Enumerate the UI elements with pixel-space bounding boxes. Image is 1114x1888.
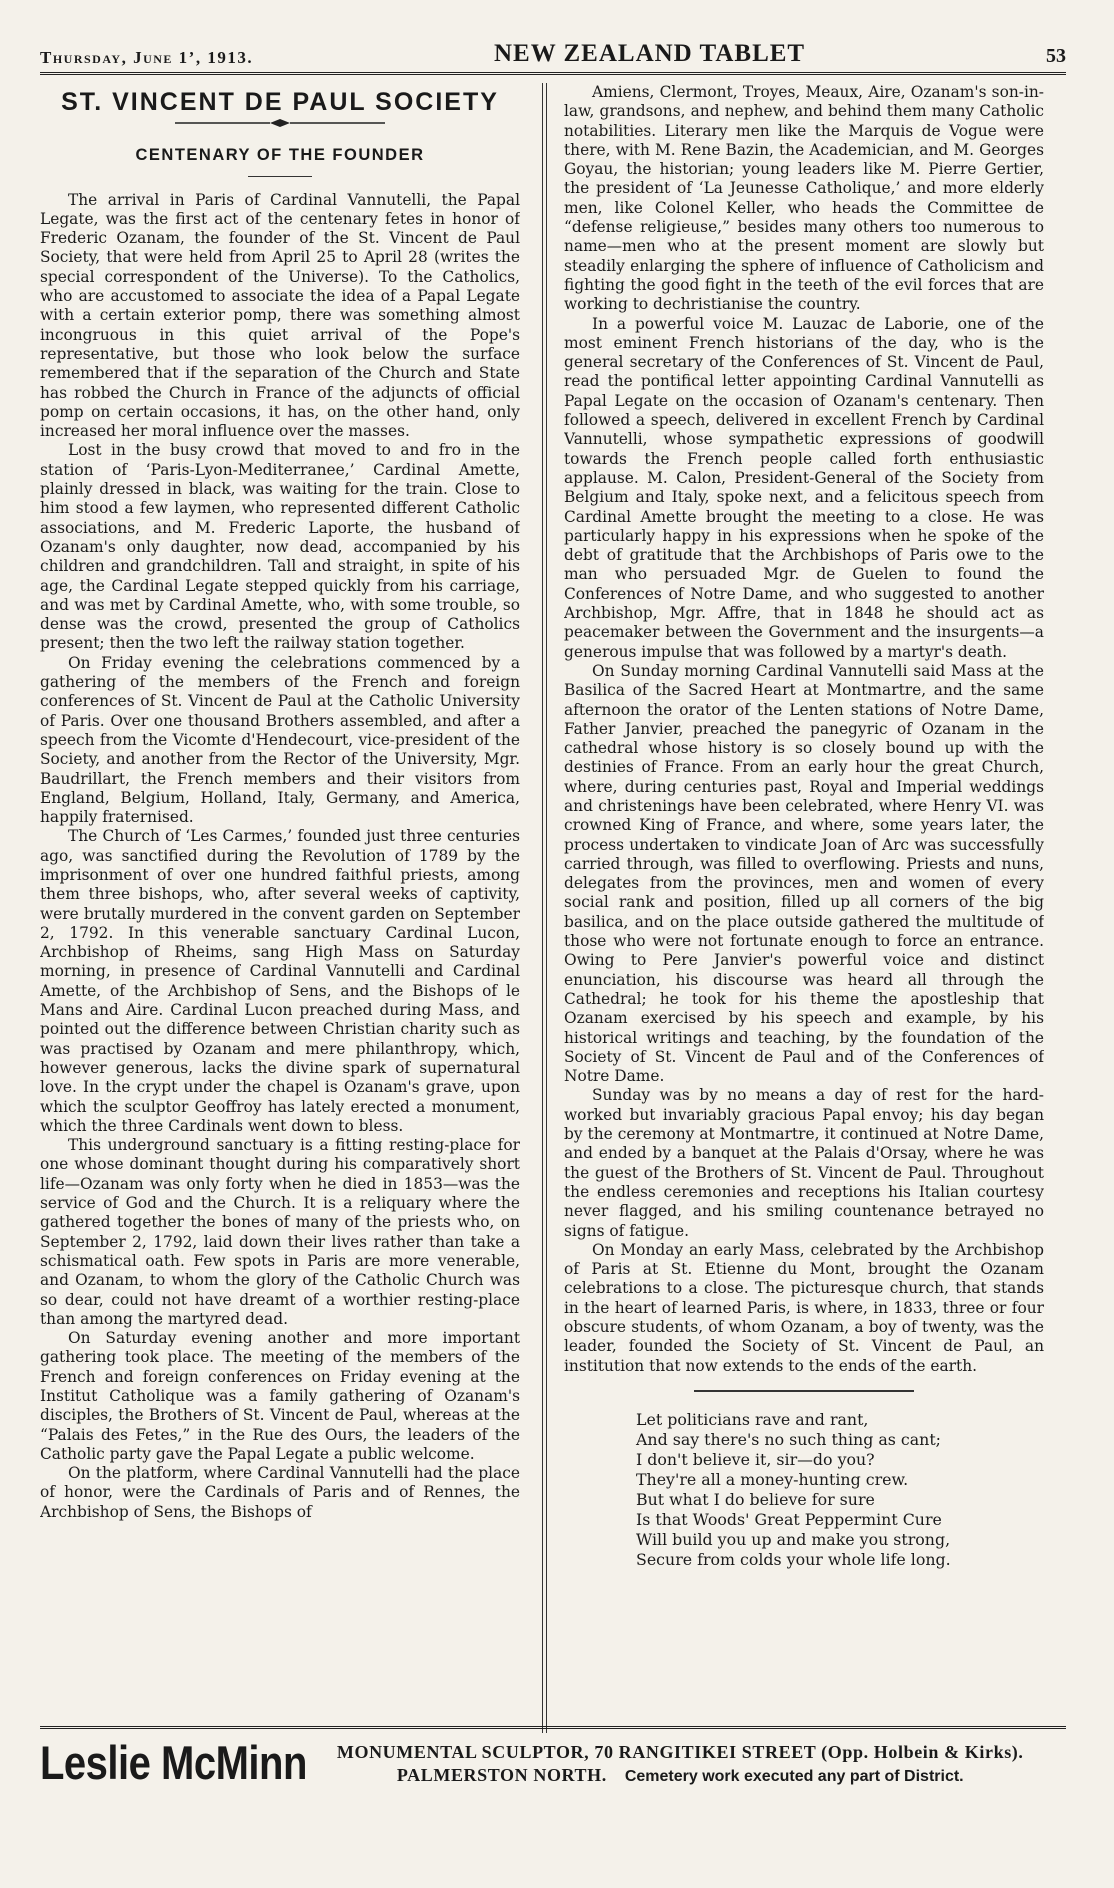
article-paragraph: On Sunday morning Cardinal Vannutelli said Mass at the Basilica of the Sacred Heart at Montmartre, and the same afternoon the orator of the Lenten stations of Notre Dame, Father Janvier, preached the panegyric of Ozanam in the cathedral whose history is so closely bound up with the destinies of France. From an early hour the great Church, where, during centuries past, Royal and Imperial weddings and christenings have been celebrated, where Henry VI. was crowned King of France, and where, some years later, the process undertaken to vindicate Joan of Arc was successfully carried through, was filled to overflowing. Priests and nuns, delegates from the provinces, men and women of every social rank and position, filled up all corners of the big basilica, and on the place outside gathered the multitude of those who were not fortunate enough to force an entrance. Owing to Pere Janvier's powerful voice and distinct enunciation, his discourse was heard all through the Cathedral; he took for his theme the apostleship that Ozanam exercised by his speech and example, by his historical writings and teaching, by the foundation of the Society of St. Vincent de Paul and of the Conferences of Notre Dame. xyxy=(564,661,1044,1086)
article-paragraph: Sunday was by no means a day of rest for the hard-worked but invariably gracious Papal envoy; his day began by the ceremony at Montmartre, it continued at Notre Dame, and ended by a banquet at the Palais d'Orsay, where he was the guest of the Brothers of St. Vincent de Paul. Throughout the endless ceremonies and receptions his Italian courtesy never flagged, and his smiling countenance betrayed no signs of fatigue. xyxy=(564,1086,1044,1240)
article-paragraph: Amiens, Clermont, Troyes, Meaux, Aire, Ozanam's son-in-law, grandsons, and nephew, and behind them many Catholic notabilities. Literary men like the Marquis de Vogue were there, with M. Rene Bazin, the Academician, and M. Georges Goyau, the historian; young leaders like M. Pierre Gertier, the president of ‘La Jeunesse Catholique,’ and more elderly men, like Colonel Keller, who heads the Committee de “defense religieuse,” besides many others too numerous to name—men who at the present moment are slowly but steadily enlarging the sphere of influence of Catholicism and fighting the good fight in the teeth of the evil forces that are working to dechristianise the country. xyxy=(564,83,1044,314)
verse-line: Secure from colds your whole life long. xyxy=(636,1549,951,1569)
advertisement-text xyxy=(337,1741,1024,1788)
article-paragraph: Lost in the busy crowd that moved to and fro in the station of ‘Paris-Lyon-Mediterranee,’ Cardinal Amette, plainly dressed in black, was waiting for the train. Close to him stood a few laymen, who represented different Catholic associations, and M. Frederic Laporte, the husband of Ozanam's only daughter, now dead, accompanied by his children and grandchildren. Tall and straight, in spite of his age, the Cardinal Legate stepped quickly from his carriage, and was met by Cardinal Amette, who, with some trouble, so dense was the crowd, presented the group of Catholics present; then the two left the railway station together. xyxy=(40,441,520,653)
column-left-body xyxy=(40,191,520,1522)
ornament-rule-icon xyxy=(175,118,385,128)
verse-line: They're all a money-hunting crew. xyxy=(636,1469,909,1489)
column-right xyxy=(564,83,1044,1733)
verse-line: Will build you up and make you strong, xyxy=(636,1529,951,1549)
divider xyxy=(694,1390,914,1392)
advertisement-town: PALMERSTON NORTH. xyxy=(396,1765,607,1785)
article-paragraph: The Church of ‘Les Carmes,’ founded just three centuries ago, was sanctified during the Revolution of 1789 by the imprisonment of over one hundred faithful priests, among them three bishops, who, after several weeks of captivity, were brutally murdered in the convent garden on September 2, 1792. In this venerable sanctuary Cardinal Lucon, Archbishop of Rheims, sang High Mass on Saturday morning, in presence of Cardinal Vannutelli and Cardinal Amette, of the Archbishop of Sens, and the Bishops of le Mans and Aire. Cardinal Lucon preached during Mass, and pointed out the difference between Christian charity such as was practised by Ozanam and mere philanthropy, which, however generous, lacks the divine spark of supernatural love. In the crypt under the chapel is Ozanam's grave, upon which the sculptor Geoffroy has lately erected a monument, which the three Cardinals went down to bless. xyxy=(40,827,520,1135)
column-right-body xyxy=(564,83,1044,1376)
column-divider xyxy=(542,83,547,1733)
divider xyxy=(248,176,312,177)
article-headline: ST. VINCENT DE PAUL SOCIETY xyxy=(61,88,499,116)
article-paragraph: On Saturday evening another and more important gathering took place. The meeting of the members of the French and foreign conferences on Friday evening at the Institut Catholique was a family gathering of Ozanam's disciples, the Brothers of St. Vincent de Paul, whereas at the “Palais des Fetes,” in the Rue des Ours, the leaders of the Catholic party gave the Papal Legate a public welcome. xyxy=(40,1329,520,1463)
advertiser-name: Leslie McMinn xyxy=(40,1737,307,1790)
article-paragraph: On Monday an early Mass, celebrated by the Archbishop of Paris at St. Etienne du Mont, brought the Ozanam celebrations to a close. The picturesque church, that stands in the heart of learned Paris, is where, in 1833, three or four obscure students, of whom Ozanam, a boy of twenty, was the leader, founded the Society of St. Vincent de Paul, an institution that now extends to the ends of the earth. xyxy=(564,1240,1044,1375)
issue-date: Thursday, June 1’, 1913. xyxy=(40,48,254,67)
verse-line: And say there's no such thing as cant; xyxy=(636,1429,941,1449)
verse-line: Is that Woods' Great Peppermint Cure xyxy=(636,1509,942,1529)
verse-line: I don't believe it, sir—do you? xyxy=(636,1449,875,1469)
page-number: 53 xyxy=(1046,45,1066,67)
article-columns xyxy=(40,83,1066,1733)
advertisement-line-1: MONUMENTAL SCULPTOR, 70 RANGITIKEI STREET (Opp. Holbein & Kirks). xyxy=(336,1742,1024,1762)
masthead xyxy=(40,30,1066,75)
advertising-verse xyxy=(636,1410,1044,1570)
advertisement-tagline: Cemetery work executed any part of District. xyxy=(624,1768,964,1785)
article-subhead: CENTENARY OF THE FOUNDER xyxy=(135,146,425,165)
advertisement xyxy=(40,1726,1066,1788)
article-paragraph: On Friday evening the celebrations commenced by a gathering of the members of the French and foreign conferences of St. Vincent de Paul at the Catholic University of Paris. Over one thousand Brothers assembled, and after a speech from the Vicomte d'Hendecourt, vice-president of the Society, and another from the Rector of the University, Mgr. Baudrillart, the French members and their visitors from England, Belgium, Holland, Italy, Germany, and America, happily fraternised. xyxy=(40,653,520,827)
verse-line: But what I do believe for sure xyxy=(636,1489,875,1509)
column-left xyxy=(40,83,520,1733)
newspaper-title: NEW ZEALAND TABLET xyxy=(493,40,806,67)
article-paragraph: On the platform, where Cardinal Vannutelli had the place of honor, were the Cardinals of Paris and of Rennes, the Archbishop of Sens, the Bishops of xyxy=(40,1464,520,1521)
article-paragraph: In a powerful voice M. Lauzac de Laborie, one of the most eminent French historians of the day, who is the general secretary of the Conferences of St. Vincent de Paul, read the pontifical letter appointing Cardinal Vannutelli as Papal Legate on the occasion of Ozanam's centenary. Then followed a speech, delivered in excellent French by Cardinal Vannutelli, whose sympathetic expressions of goodwill towards the French people called forth enthusiastic applause. M. Calon, President-General of the Society from Belgium and Italy, spoke next, and a felicitous speech from Cardinal Amette brought the meeting to a close. He was particularly happy in his expressions when he spoke of the debt of gratitude that the Archbishops of Paris owe to the man who persuaded Mgr. de Guelen to found the Conferences of Notre Dame, and who suggested to another Archbishop, Mgr. Affre, that in 1848 he should act as peacemaker between the Government and the insurgents—a generous impulse that was followed by a martyr's death. xyxy=(564,314,1044,661)
advertisement-line-2 xyxy=(337,1764,1024,1788)
article-paragraph: The arrival in Paris of Cardinal Vannutelli, the Papal Legate, was the first act of the centenary fetes in honor of Frederic Ozanam, the founder of the St. Vincent de Paul Society, that were held from April 25 to April 28 (writes the special correspondent of the Universe). To the Catholics, who are accustomed to associate the idea of a Papal Legate with a certain exterior pomp, there was something almost incongruous in this quiet arrival of the Pope's representative, but those who look below the surface remembered that if the separation of the Church and State has robbed the Church in France of the adjuncts of official pomp on certain occasions, it has, on the other hand, only increased her moral influence over the masses. xyxy=(40,190,520,441)
article-paragraph: This underground sanctuary is a fitting resting-place for one whose dominant thought during his comparatively short life—Ozanam was only forty when he died in 1853—was the service of God and the Church. It is a reliquary where the gathered together the bones of many of the priests who, on September 2, 1792, laid down their lives rather than take a schismatical oath. Few spots in Paris are more venerable, and Ozanam, to whom the glory of the Catholic Church was so dear, could not have dreamt of a worthier resting-place than among the martyred dead. xyxy=(40,1136,520,1328)
verse-line: Let politicians rave and rant, xyxy=(636,1409,869,1429)
